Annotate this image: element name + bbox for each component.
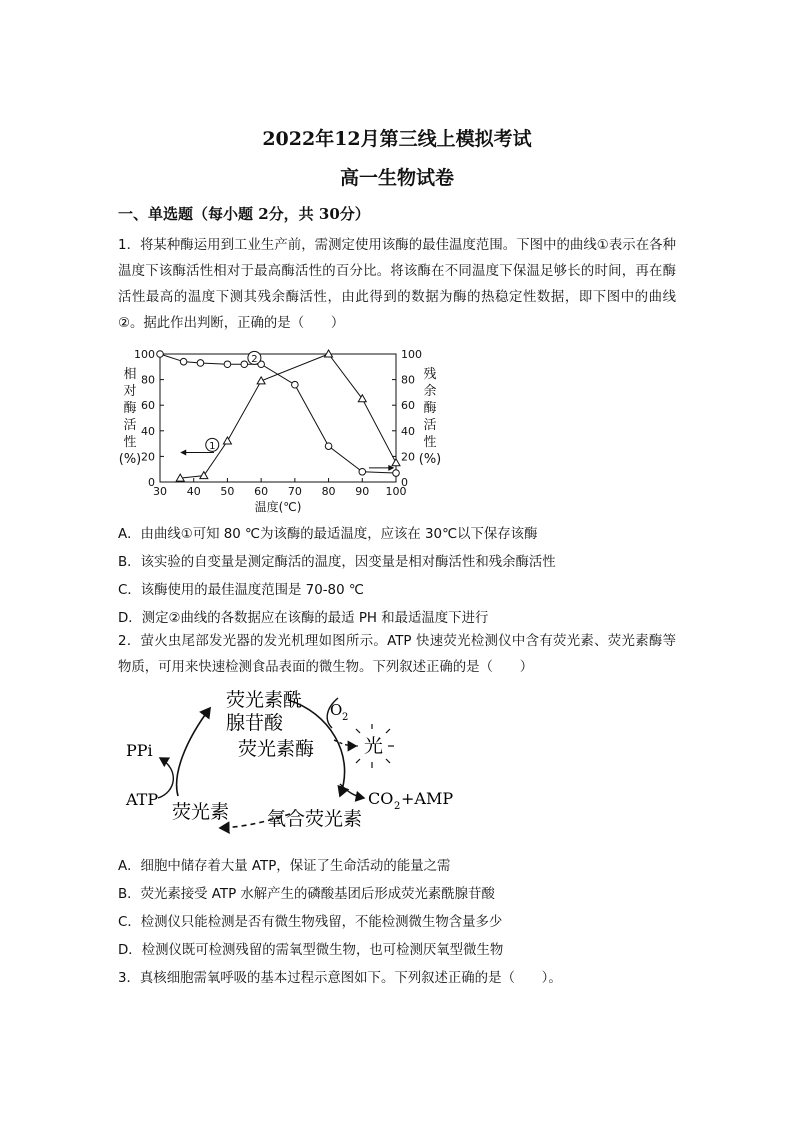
series-2-point [325,443,332,450]
node-luciferin: 荧光素 [172,801,230,823]
y-left-tick-label-40: 40 [141,424,155,438]
series-line-1 [180,354,396,478]
y-left-label-char-4: 性 [123,435,137,450]
y-right-label-char-3: 活 [423,418,437,433]
curve-1-label: 1 [209,440,216,452]
section-heading: 一、单选题（每小题 2分，共 30分） [118,205,370,223]
y-left-label-char-3: 活 [123,418,137,433]
question-2-option-a: A．细胞中储存着大量 ATP，保证了生命活动的能量之需 [118,859,451,874]
arrow-atp-to-ppi [158,758,173,798]
x-tick-label-50: 50 [220,485,235,498]
y-right-label-char-5: (%) [418,452,442,467]
series-2-point [197,360,204,367]
subject-title: 高一生物试卷 [339,167,454,189]
y-right-tick-label-0: 0 [401,476,408,489]
y-right-tick-label-80: 80 [401,373,415,387]
co2-label: CO [368,789,394,808]
co2-subscript: 2 [394,801,401,812]
node-oxyluciferin: 氧合荧光素 [267,808,363,830]
light-label: 光 [364,735,384,757]
series-2-point [359,468,366,475]
series-2-point [393,470,400,477]
series-2-point [241,361,248,368]
question-2-option-c: C．检测仪只能检测是否有微生物残留，不能检测微生物含量多少 [118,915,503,930]
x-tick-label-70: 70 [287,485,302,498]
plot-frame [160,354,396,482]
x-tick-label-100: 100 [385,485,407,498]
luciferin-cycle-diagram [118,684,458,852]
series-1-point [392,459,400,466]
series-2-point [292,381,299,388]
y-right-label-char-0: 残 [423,367,437,382]
series-2-point [224,361,231,368]
series-1-point [200,472,208,479]
question-1-option-d: D．测定②曲线的各数据应在该酶的最适 PH 和最适温度下进行 [118,611,489,626]
series-line-2 [160,354,396,473]
question-2-stem: 2．萤火虫尾部发光器的发光机理如图所示。ATP 快速荧光检测仪中含有荧光素、荧光素酶等物质，可用来快速检测食品表面的微生物。下列叙述正确的是（ ） [118,634,676,675]
y-right-tick-label-20: 20 [401,450,415,464]
curve-2-label: 2 [251,353,258,365]
question-1-option-a: A．由曲线①可知 80 ℃为该酶的最适温度，应该在 30℃以下保存该酶 [118,527,538,542]
exam-title: 2022年12月第三线上模拟考试 [262,128,532,150]
question-3-stem: 3．真核细胞需氧呼吸的基本过程示意图如下。下列叙述正确的是（ ）。 [118,971,562,986]
question-1-stem: 1．将某种酶运用到工业生产前，需测定使用该酶的最佳温度范围。下图中的曲线①表示在各种温度下该酶活性相对于最高酶活性的百分比。将该酶在不同温度下保温足够长的时间，再在酶活性最高的温度下测其残余酶活性，由此得到的数据为酶的热稳定性数据，即下图中的曲线②。据此作出判断，正确的是（ ） [118,238,676,331]
node-luciferyl-adenylate-line1: 荧光素酰 [226,689,303,711]
x-axis-label: 温度(℃) [254,500,302,514]
y-left-label-char-2: 酶 [123,401,137,416]
x-tick-label-30: 30 [153,485,167,498]
x-tick-label-80: 80 [321,485,336,498]
y-left-label-char-1: 对 [123,384,137,399]
series-1-point [223,437,231,444]
y-left-tick-label-20: 20 [141,450,155,464]
y-right-tick-label-100: 100 [401,348,422,361]
question-1-option-b: B．该实验的自变量是测定酶活的温度，因变量是相对酶活性和残余酶活性 [118,555,556,570]
oxygen-label: O [330,701,343,719]
question-1-option-c: C．该酶使用的最佳温度范围是 70-80 ℃ [118,583,364,598]
y-left-label-char-0: 相 [123,367,137,382]
x-tick-label-90: 90 [355,485,370,498]
y-left-tick-label-100: 100 [134,348,155,361]
y-left-label-char-5: (%) [118,452,142,467]
x-tick-label-60: 60 [254,485,269,498]
question-2-option-b: B．荧光素接受 ATP 水解产生的磷酸基团后形成荧光素酰腺苷酸 [118,887,495,902]
y-right-tick-label-40: 40 [401,424,415,438]
y-right-tick-label-60: 60 [401,399,415,413]
question-2-option-d: D．检测仪既可检测残留的需氧型微生物，也可检测厌氧型微生物 [118,943,504,958]
atp-label: ATP [126,790,159,809]
enzyme-activity-chart [118,340,442,520]
node-luciferyl-adenylate-line2: 腺苷酸 [226,712,284,734]
y-left-tick-label-0: 0 [148,476,155,489]
enzyme-label: 荧光素酶 [238,738,315,760]
arrow-luciferin-to-adenylate [177,708,210,796]
y-left-tick-label-80: 80 [141,373,155,387]
y-left-tick-label-60: 60 [141,399,155,413]
oxygen-subscript: 2 [342,712,349,723]
y-right-label-char-1: 余 [423,384,437,399]
amp-label: +AMP [401,789,454,808]
series-2-point [180,358,187,365]
series-2-point [157,351,164,358]
ppi-label: PPi [126,741,153,760]
x-tick-label-40: 40 [186,485,201,498]
series-1-point [257,377,265,384]
y-right-label-char-4: 性 [423,435,437,450]
left-axis-arrowhead [180,450,186,456]
y-right-label-char-2: 酶 [423,401,437,416]
